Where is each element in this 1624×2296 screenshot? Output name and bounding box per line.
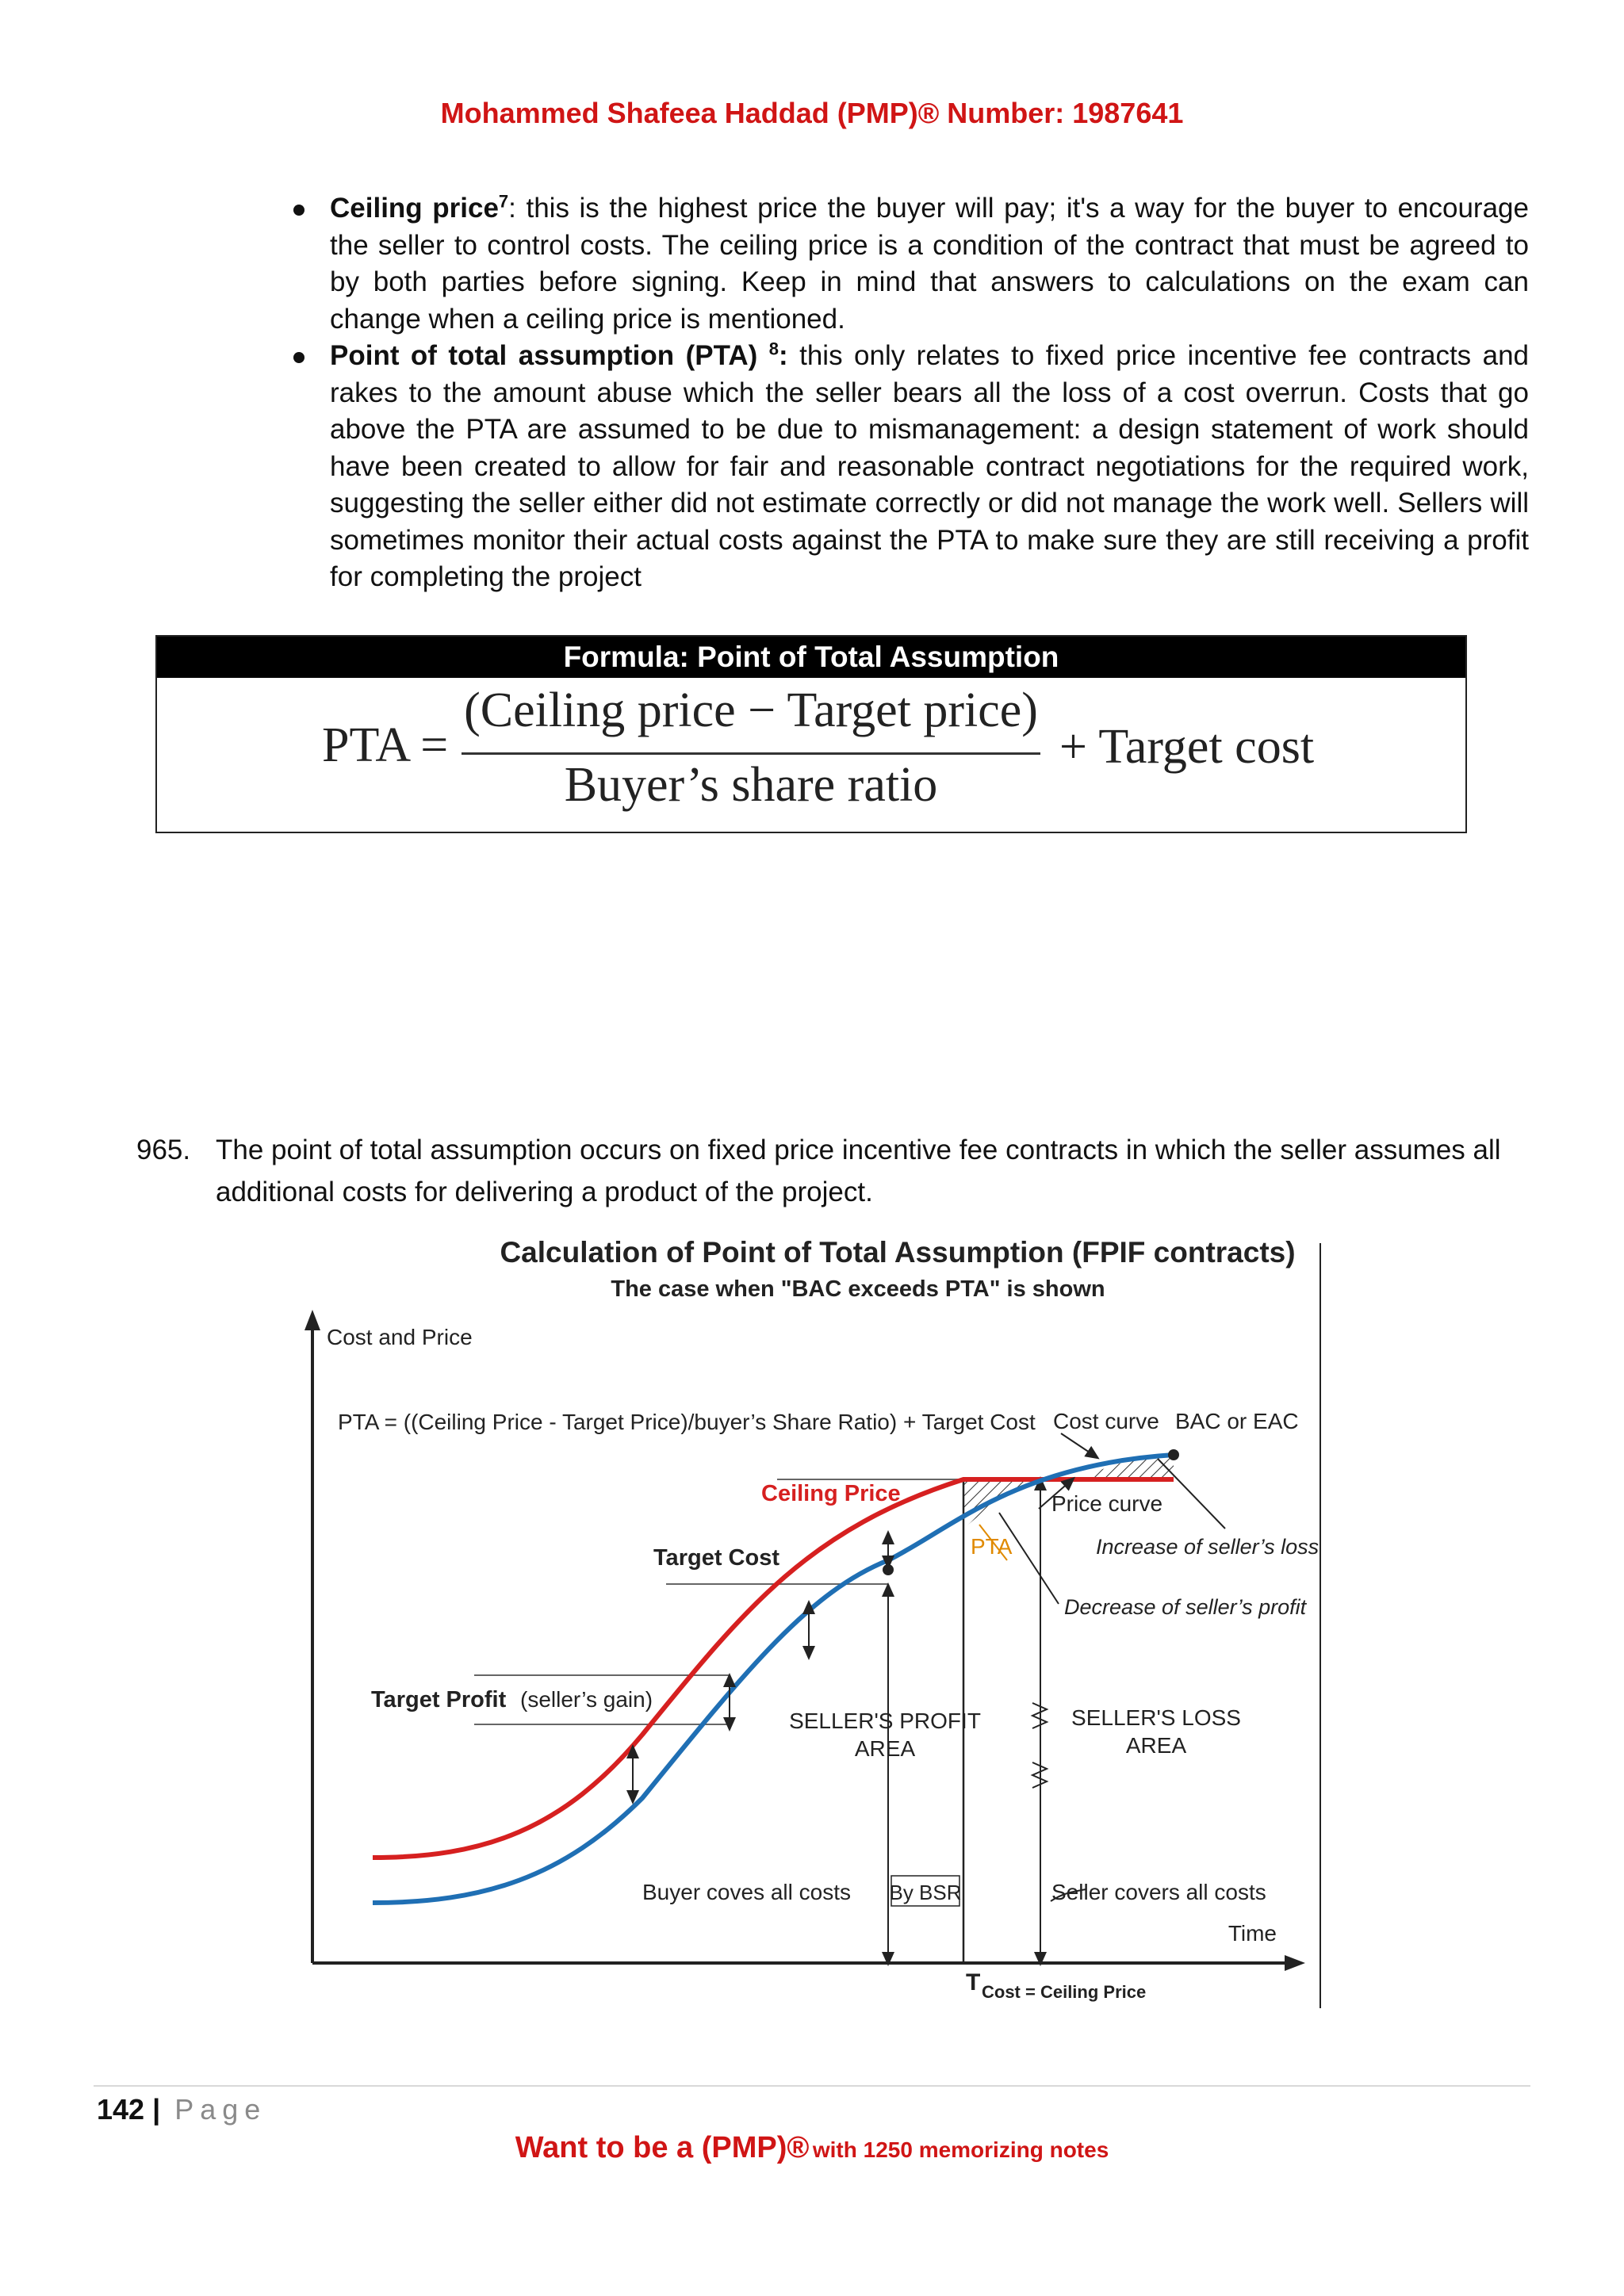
increase-loss-pointer	[1158, 1459, 1225, 1529]
cost-curve-label: Cost curve	[1053, 1409, 1159, 1433]
y-axis-arrow-icon	[304, 1310, 320, 1330]
target-cost-label: Target Cost	[653, 1545, 779, 1571]
bac-eac-point	[1168, 1449, 1179, 1460]
bullet-ceiling-price	[285, 190, 1529, 338]
bullet-list	[285, 190, 1529, 596]
page-number-separator: |	[152, 2093, 161, 2126]
page-header: Mohammed Shafeea Haddad (PMP)® Number: 1987641	[440, 97, 1184, 129]
bac-eac-label: BAC or EAC	[1175, 1409, 1299, 1433]
formula-lhs: PTA =	[322, 718, 449, 772]
bullet-colon: :	[779, 340, 788, 371]
bullet-paragraph	[330, 190, 1529, 338]
loss-area-label: AREA	[1125, 1733, 1187, 1758]
target-profit-label: Target Profit	[371, 1687, 507, 1712]
bullet-dot-icon	[293, 352, 304, 363]
formula-numerator: (Ceiling price − Target price)	[464, 683, 1038, 737]
formula-denominator: Buyer’s share ratio	[564, 758, 938, 812]
cost-curve-line	[373, 1455, 1174, 1903]
question-text: The point of total assumption occurs on fixed price incentive fee contracts in which the seller assumes all additional costs for delivering a product of the project.	[216, 1135, 1501, 1207]
cost-curve-pointer	[1061, 1433, 1094, 1456]
question-965	[136, 1129, 1532, 1213]
price-curve-label: Price curve	[1051, 1491, 1163, 1516]
profit-area-label: SELLER'S PROFIT	[789, 1709, 981, 1733]
loss-area-label: SELLER'S LOSS	[1071, 1705, 1241, 1730]
bullet-term: Ceiling price	[330, 193, 499, 224]
x-axis-arrow-icon	[1285, 1955, 1305, 1971]
buyer-covers-label: Buyer coves all costs	[642, 1880, 851, 1904]
bullet-text: : this is the highest price the buyer will pay; it's a way for the buyer to encourage the seller to control costs. The ceiling price is a condition of the contract that must be agreed to by both parties before signing. Keep in mind that answers to calculations on the exam can change when a ceiling price is mentioned.	[330, 193, 1529, 335]
footnote-ref[interactable]: 8	[768, 339, 779, 359]
chart-subtitle: The case when "BAC exceeds PTA" is shown	[611, 1276, 1105, 1302]
y-axis-label: Cost and Price	[327, 1325, 473, 1349]
footer-note-main: Want to be a (PMP)®	[515, 2131, 810, 2164]
page-number	[97, 2093, 266, 2126]
seller-covers-label: Seller covers all costs	[1051, 1880, 1266, 1904]
t-label: T	[966, 1969, 981, 1996]
pta-chart-svg	[301, 1227, 1332, 2012]
x-axis-label: Time	[1228, 1921, 1277, 1946]
sellers-gain-label: (seller’s gain)	[520, 1687, 653, 1712]
formula-body	[157, 678, 1465, 833]
footer-note-small: with 1250 memorizing notes	[812, 2137, 1109, 2162]
increase-loss-label: Increase of seller’s loss	[1096, 1535, 1320, 1559]
bullet-text: this only relates to fixed price incentive fee contracts and rakes to the amount abuse which the seller bears all the loss of a cost overrun. Costs that go above the PTA are assumed to be due to mismanagement: a design statement of work should have been created to allow for fair and reasonable contract negotiations for the required work, suggesting the seller either did not estimate correctly or did not manage the work well. Sellers will sometimes monitor their actual costs against the PTA to make sure they are still receiving a profit for completing the project	[330, 340, 1530, 592]
pta-label: PTA	[971, 1534, 1013, 1559]
pta-chart	[301, 1227, 1332, 2012]
t-subscript-label: Cost = Ceiling Price	[982, 1982, 1147, 2002]
decrease-profit-label: Decrease of seller’s profit	[1064, 1595, 1307, 1619]
chart-title: Calculation of Point of Total Assumption (FPIF contracts)	[500, 1236, 1296, 1269]
pta-formula-note: PTA = ((Ceiling Price - Target Price)/buyer’s Share Ratio) + Target Cost	[338, 1410, 1036, 1434]
bullet-paragraph	[330, 338, 1529, 596]
bullet-dot-icon	[293, 205, 304, 216]
footer-rule	[94, 2085, 1530, 2087]
page-number-value: 142	[97, 2093, 145, 2126]
formula-fraction-bar	[462, 752, 1040, 755]
profit-area-label: AREA	[854, 1736, 916, 1761]
bullet-term: Point of total assumption (PTA)	[330, 340, 758, 371]
price-curve-line	[373, 1479, 1174, 1858]
ceiling-price-label: Ceiling Price	[761, 1481, 901, 1506]
bullet-pta	[285, 338, 1529, 596]
page-word: Page	[174, 2093, 267, 2126]
target-cost-point	[883, 1564, 894, 1575]
footer-note	[0, 2131, 1624, 2165]
footnote-ref[interactable]: 7	[498, 191, 509, 212]
formula-rhs: + Target cost	[1059, 720, 1315, 774]
formula-box	[155, 635, 1467, 833]
by-bsr-label: By BSR	[889, 1881, 962, 1904]
question-number: 965.	[136, 1135, 191, 1165]
formula-heading: Formula: Point of Total Assumption	[157, 637, 1465, 678]
